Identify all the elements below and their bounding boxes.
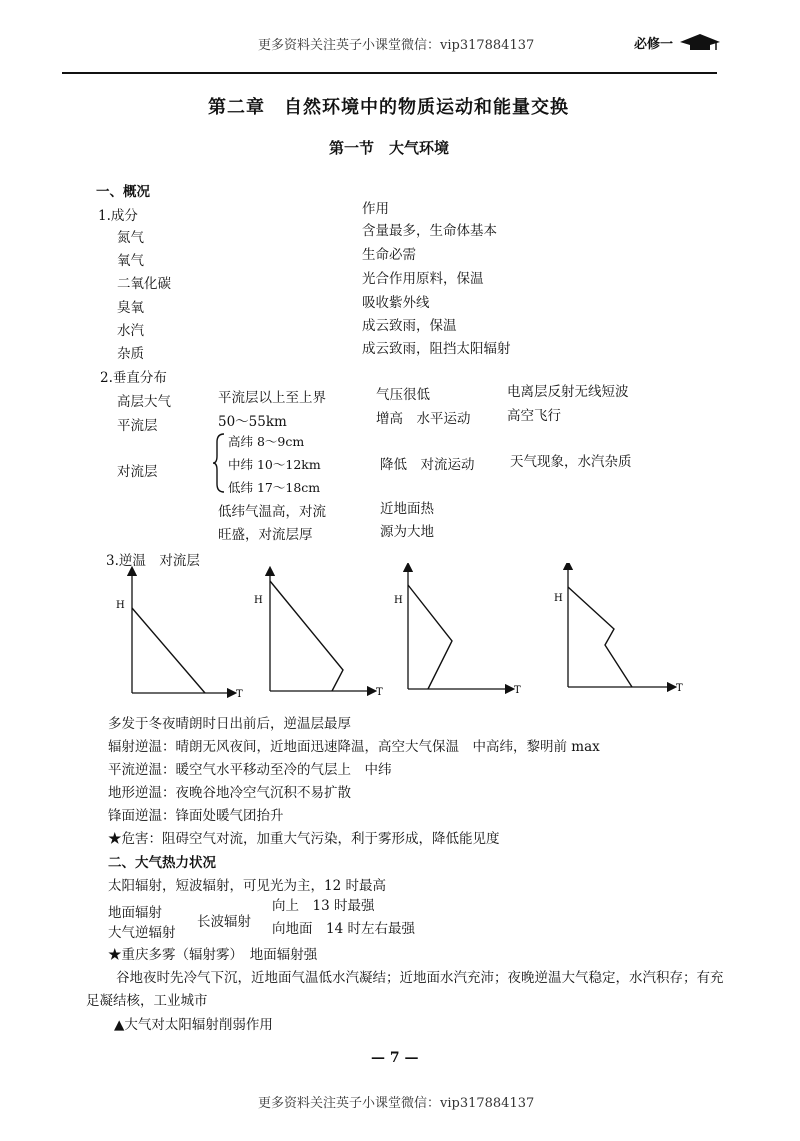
- inversion-label: 3.逆温 对流层: [106, 553, 200, 569]
- fog-explain-2: 足凝结核，工业城市: [86, 993, 208, 1009]
- gas-role: 生命必需: [362, 247, 416, 263]
- tropo-extra-left: 低纬气温高，对流: [218, 504, 326, 520]
- axis-t-label: T: [376, 687, 383, 698]
- inversion-line: ★危害：阻碍空气对流，加重大气污染，利于雾形成，降低能见度: [108, 831, 500, 847]
- fog-explain-1: 谷地夜时先冷气下沉，近地面气温低水汽凝结；近地面水汽充沛；夜晚逆温大气稳定，水汽积存；有充: [116, 970, 724, 986]
- inversion-line: 多发于冬夜晴朗时日出前后，逆温层最厚: [108, 716, 351, 732]
- role-header: 作用: [362, 201, 389, 217]
- gas-name: 臭氧: [117, 300, 144, 316]
- axis-h-label: H: [394, 595, 403, 606]
- weaken-line: ▲大气对太阳辐射削弱作用: [114, 1017, 273, 1033]
- inversion-graph-2: [254, 571, 383, 698]
- axis-h-label: H: [116, 600, 125, 611]
- layer-range-upper: 平流层以上至上界: [218, 390, 326, 406]
- solar-radiation-line: 太阳辐射，短波辐射，可见光为主，12 时最高: [108, 878, 386, 894]
- inversion-line: 平流逆温：暖空气水平移动至冷的气层上 中纬: [108, 762, 392, 778]
- inversion-graph-4: [554, 565, 683, 694]
- tropo-extra-left: 旺盛，对流层厚: [218, 527, 313, 543]
- graduation-cap-icon: [676, 30, 722, 52]
- gas-name: 杂质: [117, 346, 144, 362]
- gas-role: 光合作用原料，保温: [362, 271, 484, 287]
- gas-name: 水汽: [117, 323, 144, 339]
- header-rule: [62, 72, 717, 74]
- latitude-mid: 中纬 10～12km: [228, 457, 321, 472]
- gas-role: 成云致雨，阻挡太阳辐射: [362, 341, 511, 357]
- inversion-line: 辐射逆温：晴朗无风夜间，近地面迅速降温，高空大气保温 中高纬，黎明前 max: [108, 739, 600, 755]
- watermark-bottom: 更多资料关注英子小课堂微信：vip317884137: [258, 1096, 535, 1111]
- inversion-graph-1: [116, 571, 243, 700]
- watermark-top: 更多资料关注英子小课堂微信：vip317884137: [258, 38, 535, 53]
- inversion-diagram: [100, 563, 740, 703]
- tropo-extra-right: 近地面热: [380, 501, 434, 517]
- badge-label: 必修一: [634, 37, 674, 52]
- latitude-high: 高纬 8～9cm: [228, 434, 305, 449]
- page-number: — 7 —: [371, 1050, 419, 1066]
- inversion-graph-3: [394, 567, 521, 696]
- layer-trait-upper: 气压很低: [376, 387, 430, 403]
- layer-name-tropo: 对流层: [117, 464, 158, 480]
- layer-note-strat: 高空飞行: [507, 408, 561, 424]
- axis-h-label: H: [554, 593, 563, 604]
- gas-role: 成云致雨，保温: [362, 318, 457, 334]
- sec1-heading: 一、概况: [96, 184, 150, 200]
- composition-label: 1.成分: [98, 208, 138, 224]
- brace-icon: [212, 432, 226, 494]
- gas-name: 二氧化碳: [117, 276, 171, 292]
- inversion-line: 地形逆温：夜晚谷地冷空气沉积不易扩散: [108, 785, 351, 801]
- layer-range-strat: 50～55km: [218, 414, 287, 430]
- upward-label: 向上 13 时最强: [272, 898, 375, 914]
- axis-t-label: T: [676, 683, 683, 694]
- counter-radiation-label: 大气逆辐射: [108, 925, 176, 941]
- section-title: 第一节 大气环境: [329, 139, 450, 157]
- axis-t-label: T: [236, 689, 243, 700]
- axis-t-label: T: [514, 685, 521, 696]
- vertical-label: 2.垂直分布: [100, 370, 167, 386]
- longwave-label: 长波辐射: [197, 914, 251, 930]
- fog-line: ★重庆多雾（辐射雾） 地面辐射强: [108, 947, 318, 963]
- ground-radiation-label: 地面辐射: [108, 905, 162, 921]
- gas-name: 氮气: [117, 230, 144, 246]
- layer-name-upper: 高层大气: [117, 394, 171, 410]
- layer-trait-tropo: 降低 对流运动: [380, 457, 475, 473]
- downward-label: 向地面 14 时左右最强: [272, 921, 415, 937]
- gas-role: 吸收紫外线: [362, 295, 430, 311]
- tropo-extra-right: 源为大地: [380, 524, 434, 540]
- layer-note-upper: 电离层反射无线短波: [507, 384, 629, 400]
- gas-role: 含量最多，生命体基本: [362, 223, 497, 239]
- axis-h-label: H: [254, 595, 263, 606]
- layer-name-strat: 平流层: [117, 418, 158, 434]
- gas-name: 氧气: [117, 253, 144, 269]
- layer-trait-strat: 增高 水平运动: [376, 411, 471, 427]
- layer-note-tropo: 天气现象，水汽杂质: [510, 454, 632, 470]
- sec2-heading: 二、大气热力状况: [108, 855, 216, 871]
- latitude-low: 低纬 17～18cm: [228, 480, 321, 495]
- chapter-title: 第二章 自然环境中的物质运动和能量交换: [208, 97, 569, 118]
- inversion-line: 锋面逆温：锋面处暖气团抬升: [108, 808, 284, 824]
